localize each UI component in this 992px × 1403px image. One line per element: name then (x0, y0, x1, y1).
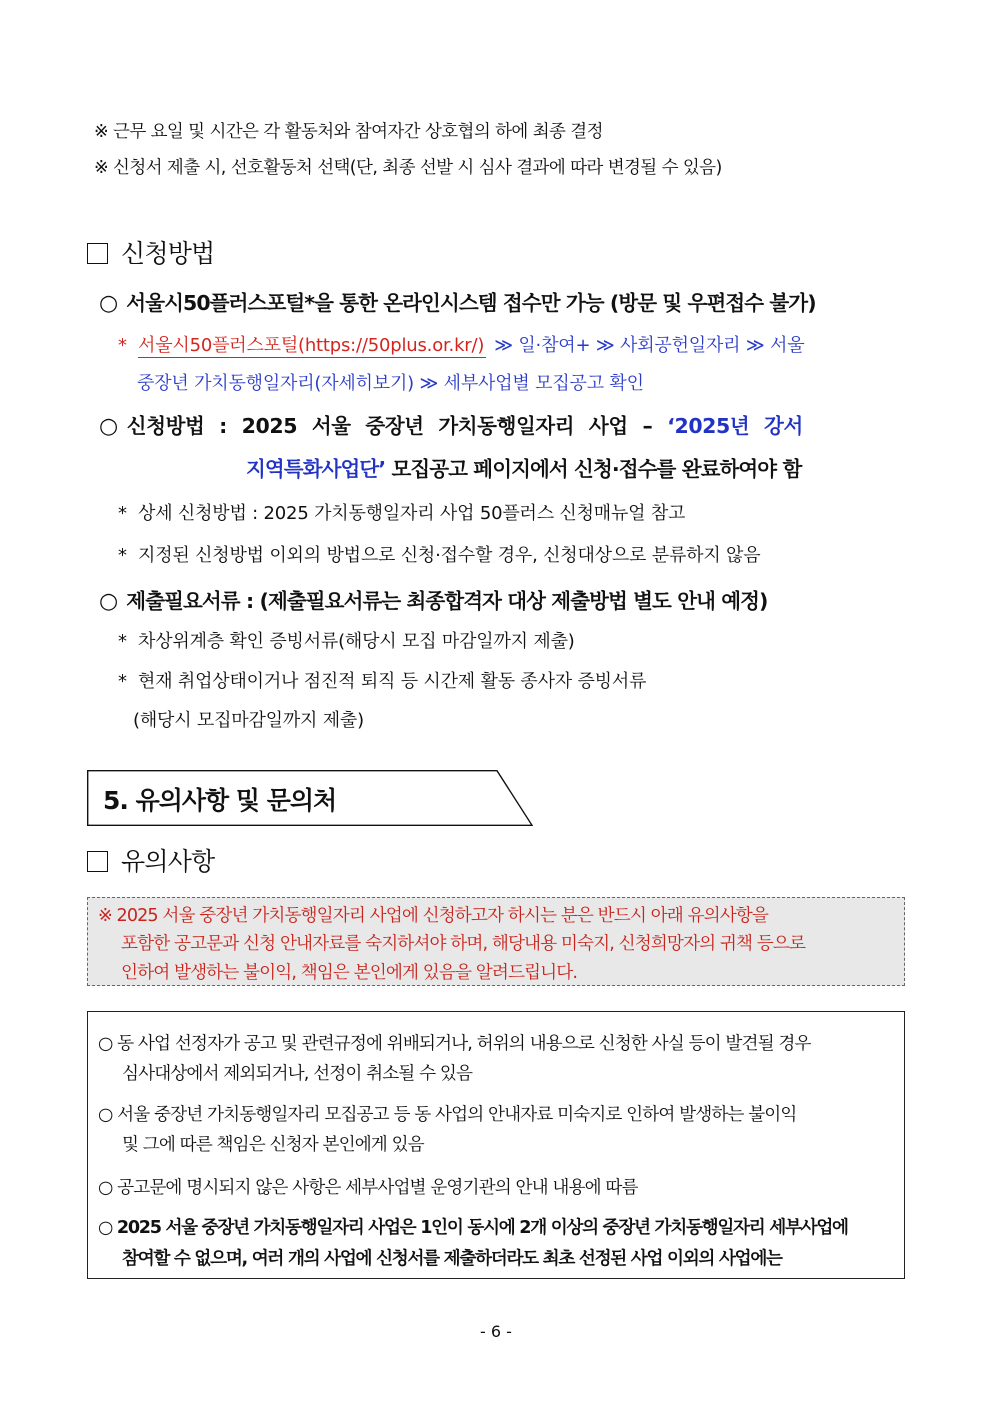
caution-line-2: 포함한 공고문과 신청 안내자료를 숙지하셔야 하며, 해당내용 미숙지, 신청희망자의 귀책 등으로 (121, 934, 806, 954)
note-preferred-site: ※ 신청서 제출 시, 선호활동처 선택(단, 최종 선발 시 심사 결과에 따라 변경될 수 있음) (94, 158, 722, 178)
apply-item-online-text: 서울시50플러스포털*을 통한 온라인시스템 접수만 가능 (방문 및 우편접수 불가) (126, 291, 816, 315)
rule-2-line-1: ○ 서울 중장년 가치동행일자리 모집공고 등 동 사업의 안내자료 미숙지로 인하여 발생하는 불이익 (98, 1105, 797, 1125)
star-marker: * (118, 335, 127, 356)
apply-item-documents-text: 제출필요서류 : (제출필요서류는 최종합격자 대상 제출방법 별도 안내 예정) (126, 589, 768, 613)
section5-title-tab (87, 770, 533, 826)
caution-line-3: 인하여 발생하는 불이익, 책임은 본인에게 있음을 알려드립니다. (121, 963, 578, 983)
rule-2-line-2: 및 그에 따른 책임은 신청자 본인에게 있음 (122, 1135, 424, 1155)
apply-method-sub-manual-text: 상세 신청방법 : 2025 가치동행일자리 사업 50플러스 신청매뉴얼 참고 (138, 503, 686, 524)
circle-bullet-icon: ○ (99, 589, 118, 614)
documents-sub-low-income: * 차상위계층 확인 증빙서류(해당시 모집 마감일까지 제출) (118, 631, 575, 652)
documents-sub-low-income-text: 차상위계층 확인 증빙서류(해당시 모집 마감일까지 제출) (138, 631, 575, 652)
apply-method-rest: 모집공고 페이지에서 신청·접수를 완료하여야 함 (385, 457, 802, 481)
caution-heading (87, 842, 214, 878)
apply-method-prefix: 신청방법 : 2025 서울 중장년 가치동행일자리 사업 – (126, 414, 668, 438)
documents-sub-employment-text: 현재 취업상태이거나 점진적 퇴직 등 시간제 활동 종사자 증빙서류 (138, 671, 647, 692)
apply-heading-text: 신청방법 (121, 239, 215, 268)
rule-3: ○ 공고문에 명시되지 않은 사항은 세부사업별 운영기관의 안내 내용에 따름 (98, 1178, 638, 1198)
rule-1-line-2: 심사대상에서 제외되거나, 선정이 취소될 수 있음 (122, 1064, 473, 1084)
apply-heading (87, 234, 214, 270)
portal-path-part1: ≫ 일·참여+ ≫ 사회공헌일자리 ≫ 서울 (494, 335, 805, 356)
caution-heading-text: 유의사항 (121, 847, 215, 876)
caution-line-1: ※ 2025 서울 중장년 가치동행일자리 사업에 신청하고자 하시는 분은 반드시 아래 유의사항을 (98, 906, 768, 926)
apply-item-method-line2 (246, 452, 801, 482)
notice-rules-box (87, 1011, 905, 1279)
apply-item-online-sub1 (118, 331, 804, 357)
apply-method-sub-exclusion-text: 지정된 신청방법 이외의 방법으로 신청·접수할 경우, 신청대상으로 분류하지 않음 (138, 545, 761, 566)
rule-1-line-1: ○ 동 사업 선정자가 공고 및 관련규정에 위배되거나, 허위의 내용으로 신청한 사실 등이 발견될 경우 (98, 1034, 811, 1054)
circle-bullet-icon: ○ (99, 291, 118, 316)
checkbox-square-icon (87, 243, 108, 264)
caution-notice-box (87, 897, 905, 986)
apply-method-highlight-2: 지역특화사업단’ (246, 457, 386, 481)
rule-4-line-1: ○ 2025 서울 중장년 가치동행일자리 사업은 1인이 동시에 2개 이상의 중장년 가치동행일자리 세부사업에 (98, 1218, 848, 1238)
apply-item-online (99, 286, 816, 316)
apply-item-method-line1 (99, 409, 803, 439)
apply-item-documents (99, 584, 768, 614)
portal-link[interactable]: 서울시50플러스포털(https://50plus.or.kr/) (138, 335, 485, 356)
apply-method-highlight-1: ‘2025년 강서 (667, 414, 803, 438)
circle-bullet-icon: ○ (99, 414, 118, 439)
documents-sub-employment: * 현재 취업상태이거나 점진적 퇴직 등 시간제 활동 종사자 증빙서류 (118, 671, 647, 692)
documents-sub-employment-cont: (해당시 모집마감일까지 제출) (133, 710, 364, 731)
apply-method-sub-exclusion: * 지정된 신청방법 이외의 방법으로 신청·접수할 경우, 신청대상으로 분류하지 않음 (118, 545, 761, 566)
page-number: - 6 - (480, 1322, 512, 1341)
apply-method-sub-manual: * 상세 신청방법 : 2025 가치동행일자리 사업 50플러스 신청매뉴얼 참고 (118, 503, 686, 524)
section5-title: 5. 유의사항 및 문의처 (103, 786, 337, 815)
note-work-schedule: ※ 근무 요일 및 시간은 각 활동처와 참여자간 상호협의 하에 최종 결정 (94, 122, 603, 142)
rule-4-line-2: 참여할 수 없으며, 여러 개의 사업에 신청서를 제출하더라도 최초 선정된 사업 이외의 사업에는 (122, 1249, 782, 1269)
portal-path-part2: 중장년 가치동행일자리(자세히보기) ≫ 세부사업별 모집공고 확인 (137, 373, 644, 394)
checkbox-square-icon (87, 851, 108, 872)
